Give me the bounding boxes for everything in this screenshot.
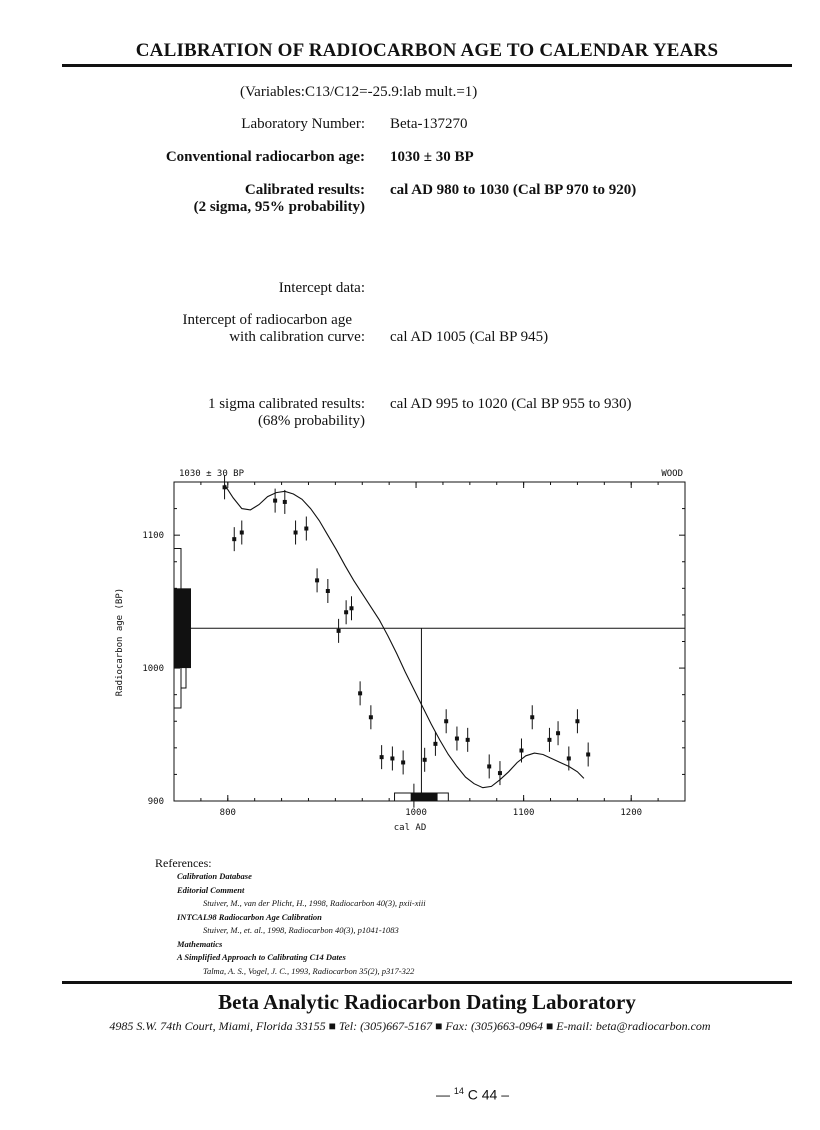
reference-heading-item: A Simplified Approach to Calibrating C14 Dates: [177, 952, 346, 962]
title-rule: [62, 64, 792, 67]
references-heading: References:: [155, 856, 212, 870]
sample-1sigma-bar: [174, 588, 191, 668]
chart-top-left-label: 1030 ± 30 BP: [179, 469, 245, 479]
footer-rule: [62, 981, 792, 984]
data-point: [294, 531, 298, 535]
data-point: [547, 738, 551, 742]
x-tick-label: 1100: [512, 808, 535, 818]
y-tick-label: 1100: [142, 531, 164, 542]
data-point: [304, 527, 308, 531]
data-point: [369, 715, 373, 719]
data-point: [273, 499, 277, 503]
intercept-label-line1: Intercept of radiocarbon age: [182, 312, 352, 328]
sigma1-label: 1 sigma calibrated results:: [207, 396, 365, 412]
chart-x-axis-label: cal AD: [393, 823, 427, 833]
calibrated-results-sub: (2 sigma, 95% probability): [193, 199, 365, 215]
y-tick-label: 900: [147, 797, 164, 807]
page-number: [0, 1086, 820, 1103]
page-number-super: 14: [453, 1086, 464, 1096]
calibrated-results-label: Calibrated results:: [244, 182, 365, 198]
page-title: CALIBRATION OF RADIOCARBON AGE TO CALENDAR YEARS: [135, 40, 719, 61]
data-point: [326, 589, 330, 593]
data-point: [466, 738, 470, 742]
data-point: [350, 606, 354, 610]
conventional-age-label: Conventional radiocarbon age:: [165, 149, 365, 165]
intercept-value: cal AD 1005 (Cal BP 945): [390, 329, 549, 345]
data-point: [283, 500, 287, 504]
sigma1-sub: (68% probability): [257, 413, 365, 429]
calibrated-results-value: cal AD 980 to 1030 (Cal BP 970 to 920): [390, 182, 637, 198]
page-number-dash: —: [435, 1086, 454, 1103]
data-point: [337, 629, 341, 633]
lab-number-value: Beta-137270: [390, 116, 468, 132]
x-tick-label: 1000: [405, 808, 427, 818]
data-point: [401, 760, 405, 764]
plot-frame: [174, 482, 685, 801]
reference-citation-item: Talma, A. S., Vogel, J. C., 1993, Radiocarbon 35(2), p317-322: [203, 965, 415, 976]
data-point: [223, 485, 227, 489]
data-point: [575, 719, 579, 723]
data-point: [567, 756, 571, 760]
x-tick-label: 1200: [620, 808, 643, 818]
lab-name: Beta Analytic Radiocarbon Dating Laboratory: [218, 990, 636, 1014]
data-point: [240, 531, 244, 535]
reference-citation-item: Stuiver, M., et. al., 1998, Radiocarbon 40(3), p1041-1083: [203, 925, 399, 935]
data-point: [380, 755, 384, 759]
calibration-chart: [0, 460, 820, 840]
intercept-label-line2: with calibration curve:: [229, 329, 365, 345]
data-point: [358, 691, 362, 695]
intercept-data-label: Intercept data:: [278, 280, 365, 296]
data-point: [455, 737, 459, 741]
calibration-curve: [225, 485, 584, 788]
reference-heading-item: Mathematics: [177, 938, 223, 949]
data-point: [487, 764, 491, 768]
data-point: [315, 578, 319, 582]
data-point: [390, 756, 394, 760]
data-point: [433, 742, 437, 746]
data-point: [519, 748, 523, 752]
data-point: [586, 752, 590, 756]
y-tick-label: 1000: [142, 664, 164, 675]
data-point: [530, 715, 534, 719]
data-point: [344, 610, 348, 614]
cal-range-1sigma: [411, 793, 438, 801]
page-number-main: C 44 –: [463, 1086, 510, 1103]
reference-heading-item: INTCAL98 Radiocarbon Age Calibration: [177, 911, 322, 922]
reference-citation-item: Stuiver, M., van der Plicht, H., 1998, Radiocarbon 40(3), pxii-xiii: [203, 898, 426, 908]
conventional-age-value: 1030 ± 30 BP: [390, 149, 474, 165]
data-point: [232, 537, 236, 541]
data-point: [498, 771, 502, 775]
x-tick-label: 800: [219, 808, 236, 818]
references-block: [155, 856, 426, 978]
lab-address: 4985 S.W. 74th Court, Miami, Florida 33155 ■ Tel: (305)667-5167 ■ Fax: (305)663-0964 ■ E-mail: beta@radiocarbon.com: [109, 1019, 711, 1033]
reference-heading-item: Calibration Database: [177, 871, 252, 881]
data-point: [444, 719, 448, 723]
sigma1-value: cal AD 995 to 1020 (Cal BP 955 to 930): [390, 396, 632, 412]
references-list: [155, 870, 426, 978]
variables-line: (Variables:C13/C12=-25.9:lab mult.=1): [240, 84, 478, 100]
reference-heading-item: Editorial Comment: [177, 884, 245, 895]
data-point: [556, 731, 560, 735]
lab-number-label: Laboratory Number:: [241, 116, 365, 132]
chart-top-right-label: WOOD: [661, 469, 683, 479]
chart-y-axis-label: Radiocarbon age (BP): [115, 587, 125, 697]
data-point: [423, 758, 427, 762]
